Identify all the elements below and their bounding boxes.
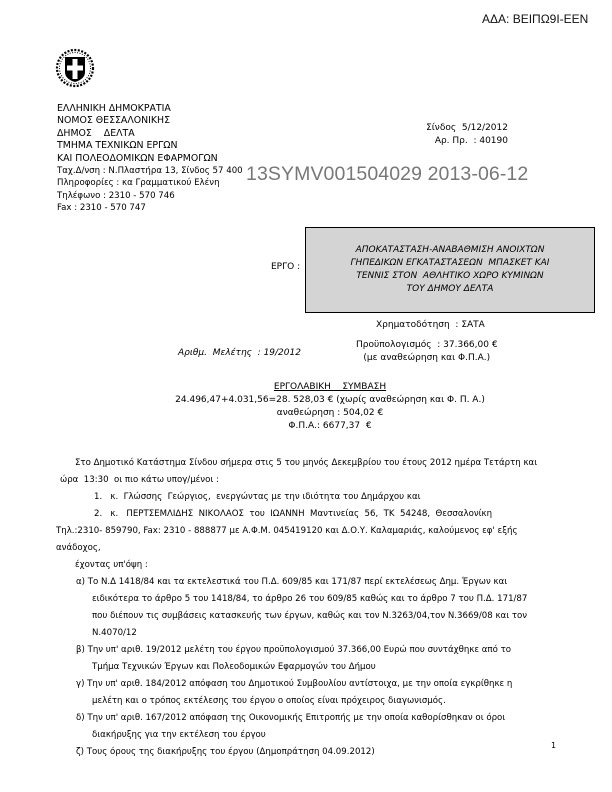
project-title-line: ΤΕΝΝΙΣ ΣΤΟΝ ΑΘΛΗΤΙΚΟ ΧΩΡΟ ΚΥΜΙΝΩΝ	[356, 271, 544, 281]
project-title-box	[305, 227, 595, 313]
intro-paragraph-cont: ώρα 13:30 οι πιο κάτω υπογ/μένοι :	[60, 475, 219, 485]
party-1: 1. κ. Γλώσσης Γεώργιος, ενεργώντας με την ιδιότητα του Δημάρχου και	[94, 492, 421, 502]
issuer-header	[57, 103, 243, 215]
greek-coat-of-arms-icon	[55, 48, 95, 88]
consideration-item-cont: ειδικότερα το άρθρο 5 του 1418/84, το άρθρο 26 του 609/85 καθώς και το άρθρο 7 του Π.Δ. 171/87	[92, 594, 528, 604]
party-2: 2. κ. ΠΕΡΤΣΕΜΛΙΔΗΣ ΝΙΚΟΛΑΟΣ του ΙΩΑΝΝΗ Μαντινείας 56, ΤΚ 54248, Θεσσαλονίκη	[94, 509, 493, 519]
study-number: Αριθμ. Μελέτης : 19/2012	[178, 348, 301, 358]
project-title-line: ΓΗΠΕΔΙΚΩΝ ΕΓΚΑΤΑΣΤΑΣΕΩΝ ΜΠΑΣΚΕΤ ΚΑΙ	[350, 258, 550, 268]
registry-stamp: 13SYMV001504029 2013-06-12	[246, 163, 529, 185]
contract-vat: Φ.Π.Α.: 6677,37 €	[288, 421, 372, 431]
document-date: Σίνδος 5/12/2012	[426, 123, 508, 133]
ada-code: ΑΔΑ: ΒΕΙΠΩ9Ι-ΕΕΝ	[482, 12, 589, 26]
consideration-item-cont: διακήρυξης για την εκτέλεση του έργου	[92, 730, 266, 740]
contact-fax: Fax : 2310 - 570 747	[57, 203, 146, 214]
considerations-heading: έχοντας υπ'όψη :	[75, 560, 148, 570]
header-line: ΔΗΜΟΣ ΔΕΛΤΑ	[57, 127, 135, 139]
project-label: ΕΡΓΟ :	[271, 262, 301, 272]
contact-info: Πληροφορίες : κα Γραμματικού Ελένη	[57, 178, 220, 189]
header-line: ΕΛΛΗΝΙΚΗ ΔΗΜΟΚΡΑΤΙΑ	[57, 103, 171, 114]
consideration-item-cont: μελέτη και ο τρόπος εκτέλεσης του έργου ο οποίος είναι πρόχειρος διαγωνισμός.	[92, 696, 446, 706]
contact-phone: Τηλέφωνο : 2310 - 570 746	[57, 190, 175, 201]
header-line: ΚΑΙ ΠΟΛΕΟΔΟΜΙΚΩΝ ΕΦΑΡΜΟΓΩΝ	[57, 152, 218, 164]
project-title-line: ΤΟΥ ΔΗΜΟΥ ΔΕΛΤΑ	[406, 284, 494, 294]
party-2-role: ανάδοχος,	[56, 543, 101, 553]
consideration-item: ζ) Τους όρους της διακήρυξης του έργου (Δημοπράτηση 04.09.2012)	[76, 747, 375, 757]
consideration-item-cont: Ν.4070/12	[92, 628, 137, 638]
consideration-item: β) Την υπ' αριθ. 19/2012 μελέτη του έργου προϋπολογισμού 37.366,00 Ευρώ που συντάχθηκε από το	[76, 645, 512, 655]
contract-summary	[160, 381, 500, 433]
header-line: ΝΟΜΟΣ ΘΕΣΣΑΛΟΝΙΚΗΣ	[57, 115, 171, 127]
page-number: 1	[551, 741, 557, 750]
date-protocol-block	[384, 122, 508, 148]
consideration-item-cont: που διέπουν τις συμβάσεις κατασκευής των έργων, καθώς και τον Ν.3263/04,τον Ν.3669/08 και τον	[92, 611, 528, 621]
budget-block	[356, 339, 498, 365]
contract-revision: αναθεώρηση : 504,02 €	[276, 408, 384, 418]
budget-note: (με αναθεώρηση και Φ.Π.Α.)	[363, 353, 491, 363]
funding-source: Χρηματοδότηση : ΣΑΤΑ	[376, 320, 485, 330]
protocol-number: Αρ. Πρ. : 40190	[434, 136, 508, 146]
contract-amount: 24.496,47+4.031,56=28. 528,03 € (χωρίς αναθεώρηση και Φ. Π. Α.)	[175, 395, 485, 405]
consideration-item: γ) Την υπ' αριθ. 184/2012 απόφαση του Δημοτικού Συμβουλίου αντίστοιχα, με την οποία εγκρίθηκε η	[76, 679, 513, 689]
project-title-line: ΑΠΟΚΑΤΑΣΤΑΣΗ-ΑΝΑΒΑΘΜΙΣΗ ΑΝΟΙΧΤΩΝ	[355, 245, 545, 255]
consideration-item: δ) Την υπ' αριθ. 167/2012 απόφαση της Οικονομικής Επιτροπής με την οποία καθορίσθηκαν οι όροι	[76, 713, 506, 723]
header-line: ΤΜΗΜΑ ΤΕΧΝΙΚΩΝ ΕΡΓΩΝ	[57, 140, 178, 152]
contact-address: Ταχ.Δ/νση : Ν.Πλαστήρα 13, Σίνδος 57 400	[57, 166, 243, 177]
consideration-item: α) Το Ν.Δ 1418/84 και τα εκτελεστικά του Π.Δ. 609/85 και 171/87 περί εκτελέσεως Δημ. Έργων και	[76, 577, 508, 587]
contract-title: ΕΡΓΟΛΑΒΙΚΗ ΣΥΜΒΑΣΗ	[273, 382, 387, 392]
budget-amount: Προϋπολογισμός : 37.366,00 €	[356, 340, 498, 350]
consideration-item-cont: Τμήμα Τεχνικών Έργων και Πολεοδομικών Εφαρμογών του Δήμου	[92, 662, 376, 672]
party-2-details: Τηλ.:2310- 859790, Fax: 2310 - 888877 με Α.Φ.Μ. 045419120 και Δ.Ο.Υ. Καλαμαριάς, καλούμενος εφ' εξής	[56, 526, 518, 536]
intro-paragraph: Στο Δημοτικό Κατάστημα Σίνδου σήμερα στις 5 του μηνός Δεκεμβρίου του έτους 2012 ημέρα Τετάρτη και	[75, 458, 538, 468]
